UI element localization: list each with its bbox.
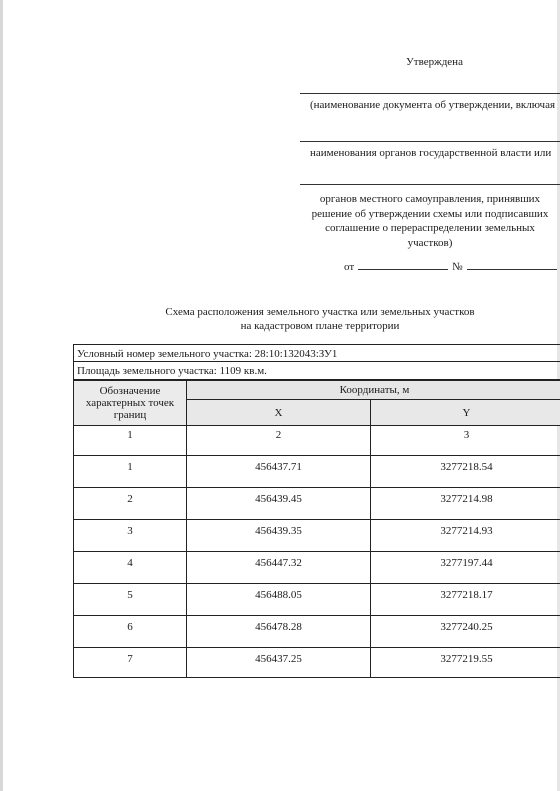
table-row: [74, 552, 560, 584]
x-cell: 456437.71: [187, 456, 371, 488]
y-cell: 3277218.17: [371, 584, 560, 616]
point-cell: 6: [74, 616, 187, 648]
plot-area-row: Площадь земельного участка: 1109 кв.м.: [73, 362, 560, 380]
approval-note: органов местного самоуправления, принявших решение об утверждении схемы или подписавших соглашение о перераспределении земельных участков): [311, 193, 549, 249]
table-row: [74, 616, 560, 648]
date-prefix: от: [344, 261, 355, 273]
point-cell: 2: [74, 488, 187, 520]
x-cell: 456437.25: [187, 648, 371, 678]
x-cell: 456488.05: [187, 584, 371, 616]
y-cell: 3277240.25: [371, 616, 560, 648]
table-row: [74, 456, 560, 488]
table-row: [74, 520, 560, 552]
scheme-title-line-1: Схема расположения земельного участка или земельных участков: [165, 306, 475, 318]
scheme-title: [100, 305, 540, 333]
point-cell: 1: [74, 456, 187, 488]
x-cell: 456439.35: [187, 520, 371, 552]
number-blank: [467, 259, 557, 270]
x-cell: 456447.32: [187, 552, 371, 584]
x-cell: 456478.28: [187, 616, 371, 648]
approval-blank-line-3: [300, 184, 560, 185]
scan-edge-left: [0, 0, 3, 791]
table-row: [74, 584, 560, 616]
column-number: 2: [187, 426, 371, 456]
y-cell: 3277214.93: [371, 520, 560, 552]
point-cell: 3: [74, 520, 187, 552]
approval-date-line: [344, 259, 560, 273]
y-cell: 3277218.54: [371, 456, 560, 488]
column-number-row: [74, 426, 560, 456]
table-row: [74, 488, 560, 520]
point-cell: 4: [74, 552, 187, 584]
coordinates-table: [73, 380, 560, 678]
y-cell: 3277214.98: [371, 488, 560, 520]
header-points: Обозначение характерных точек границ: [74, 381, 187, 426]
header-x: X: [187, 400, 371, 426]
x-cell: 456439.45: [187, 488, 371, 520]
column-number: 3: [371, 426, 560, 456]
date-blank: [358, 259, 448, 270]
header-coordinates: Координаты, м: [187, 381, 560, 400]
approval-blank-line-1: [300, 93, 560, 94]
approval-caption-2: наименования органов государственной власти или: [310, 147, 552, 159]
y-cell: 3277197.44: [371, 552, 560, 584]
approval-blank-line-2: [300, 141, 560, 142]
plot-number-row: Условный номер земельного участка: 28:10:132043:ЗУ1: [73, 344, 560, 362]
approved-title: Утверждена: [406, 56, 463, 68]
scheme-title-line-2: на кадастровом плане территории: [240, 320, 400, 332]
point-cell: 5: [74, 584, 187, 616]
table-row: [74, 648, 560, 678]
approval-caption-1: (наименование документа об утверждении, включая: [310, 99, 556, 111]
y-cell: 3277219.55: [371, 648, 560, 678]
column-number: 1: [74, 426, 187, 456]
number-sign: №: [452, 261, 463, 273]
point-cell: 7: [74, 648, 187, 678]
header-y: Y: [371, 400, 560, 426]
